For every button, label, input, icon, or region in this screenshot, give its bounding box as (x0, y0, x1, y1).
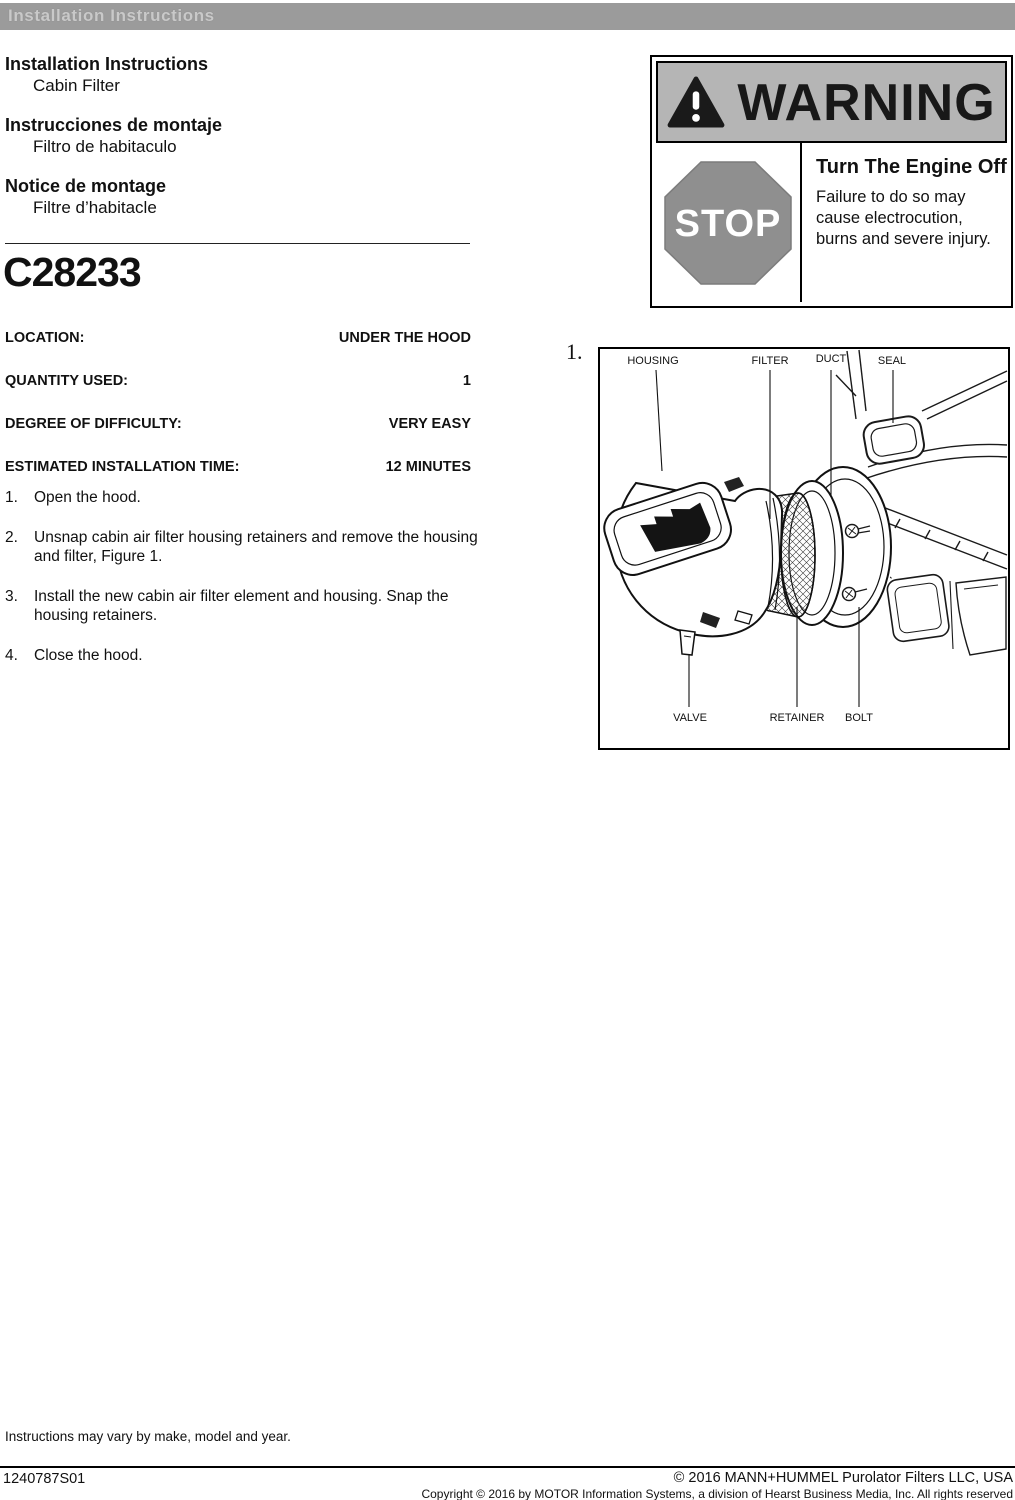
label-seal: SEAL (877, 355, 907, 367)
spec-label: LOCATION: (5, 330, 85, 346)
housing-shape (600, 477, 782, 655)
divider-rule (5, 243, 470, 244)
top-title-bar-text: Installation Instructions (8, 6, 215, 25)
footer-copyright-line2: Copyright © 2016 by MOTOR Information Systems, a division of Hearst Business Media, Inc. All rights reserved (421, 1487, 1013, 1500)
warning-lower (656, 143, 1007, 302)
step-number: 4. (5, 647, 18, 664)
warning-box (650, 55, 1013, 308)
step-3 (5, 587, 483, 625)
spec-value: VERY EASY (388, 416, 471, 432)
step-text: Install the new cabin air filter element and housing. Snap the housing retainers. (34, 588, 449, 624)
figure-number: 1. (566, 339, 583, 364)
spec-label: QUANTITY USED: (5, 373, 128, 389)
warning-body: Failure to do so may cause electrocution, burns and severe injury. (816, 188, 991, 248)
step-1 (5, 488, 483, 507)
top-title-bar (0, 3, 1015, 30)
step-2 (5, 528, 483, 566)
stop-sign-icon (663, 160, 793, 286)
heading-french-title: Notice de montage (5, 176, 167, 196)
heading-spanish-title: Instrucciones de montaje (5, 115, 223, 135)
heading-spanish-subtitle: Filtro de habitaculo (33, 137, 177, 156)
spec-label: ESTIMATED INSTALLATION TIME: (5, 459, 240, 475)
spec-row-time (5, 459, 471, 475)
heading-spanish (5, 114, 475, 158)
housing-clip-top (724, 477, 744, 492)
heading-english (5, 53, 475, 97)
spec-row-location (5, 330, 471, 346)
heading-english-title: Installation Instructions (5, 54, 209, 74)
warning-title: Turn The Engine Off (816, 156, 1007, 178)
part-number: C28233 (3, 249, 141, 295)
step-number: 3. (5, 588, 18, 605)
spec-row-difficulty (5, 416, 471, 432)
heading-french (5, 175, 475, 219)
heading-french-subtitle: Filtre d’habitacle (33, 198, 157, 217)
step-number: 1. (5, 489, 18, 506)
label-duct: DUCT (815, 353, 847, 365)
step-number: 2. (5, 529, 18, 546)
valve-shape (680, 630, 695, 655)
stop-sign-cell (656, 143, 802, 302)
step-text: Open the hood. (34, 489, 141, 506)
cabin-filter-diagram (600, 349, 1008, 748)
stop-sign-text: STOP (674, 202, 782, 245)
warning-header (656, 61, 1007, 143)
spec-row-quantity (5, 373, 471, 389)
figure-1-frame (598, 347, 1010, 750)
label-housing: HOUSING (627, 355, 679, 367)
label-retainer: RETAINER (769, 712, 825, 724)
footer-rule (0, 1466, 1015, 1468)
label-filter: FILTER (751, 355, 789, 367)
spec-table (5, 330, 471, 502)
label-bolt: BOLT (845, 712, 873, 724)
footer-note: Instructions may vary by make, model and year. (5, 1429, 291, 1444)
warning-message-cell (802, 143, 1014, 302)
step-text: Close the hood. (34, 647, 143, 664)
spec-value: 12 MINUTES (385, 459, 471, 475)
warning-header-text: WARNING (737, 74, 996, 132)
step-4 (5, 646, 483, 665)
headings-block (5, 53, 475, 236)
spec-value: 1 (462, 373, 471, 389)
dash-openings (886, 573, 1006, 655)
footer-doc-number: 1240787S01 (3, 1471, 86, 1487)
step-text: Unsnap cabin air filter housing retainers and remove the housing and filter, Figure 1. (34, 529, 478, 565)
instruction-steps (5, 488, 483, 686)
seal-shape (862, 414, 926, 465)
footer-copyright-line1: © 2016 MANN+HUMMEL Purolator Filters LLC, USA (673, 1470, 1013, 1486)
spec-label: DEGREE OF DIFFICULTY: (5, 416, 182, 432)
heading-english-subtitle: Cabin Filter (33, 76, 120, 95)
alert-triangle-icon (667, 76, 725, 128)
label-valve: VALVE (673, 712, 707, 724)
spec-value: UNDER THE HOOD (338, 330, 471, 346)
